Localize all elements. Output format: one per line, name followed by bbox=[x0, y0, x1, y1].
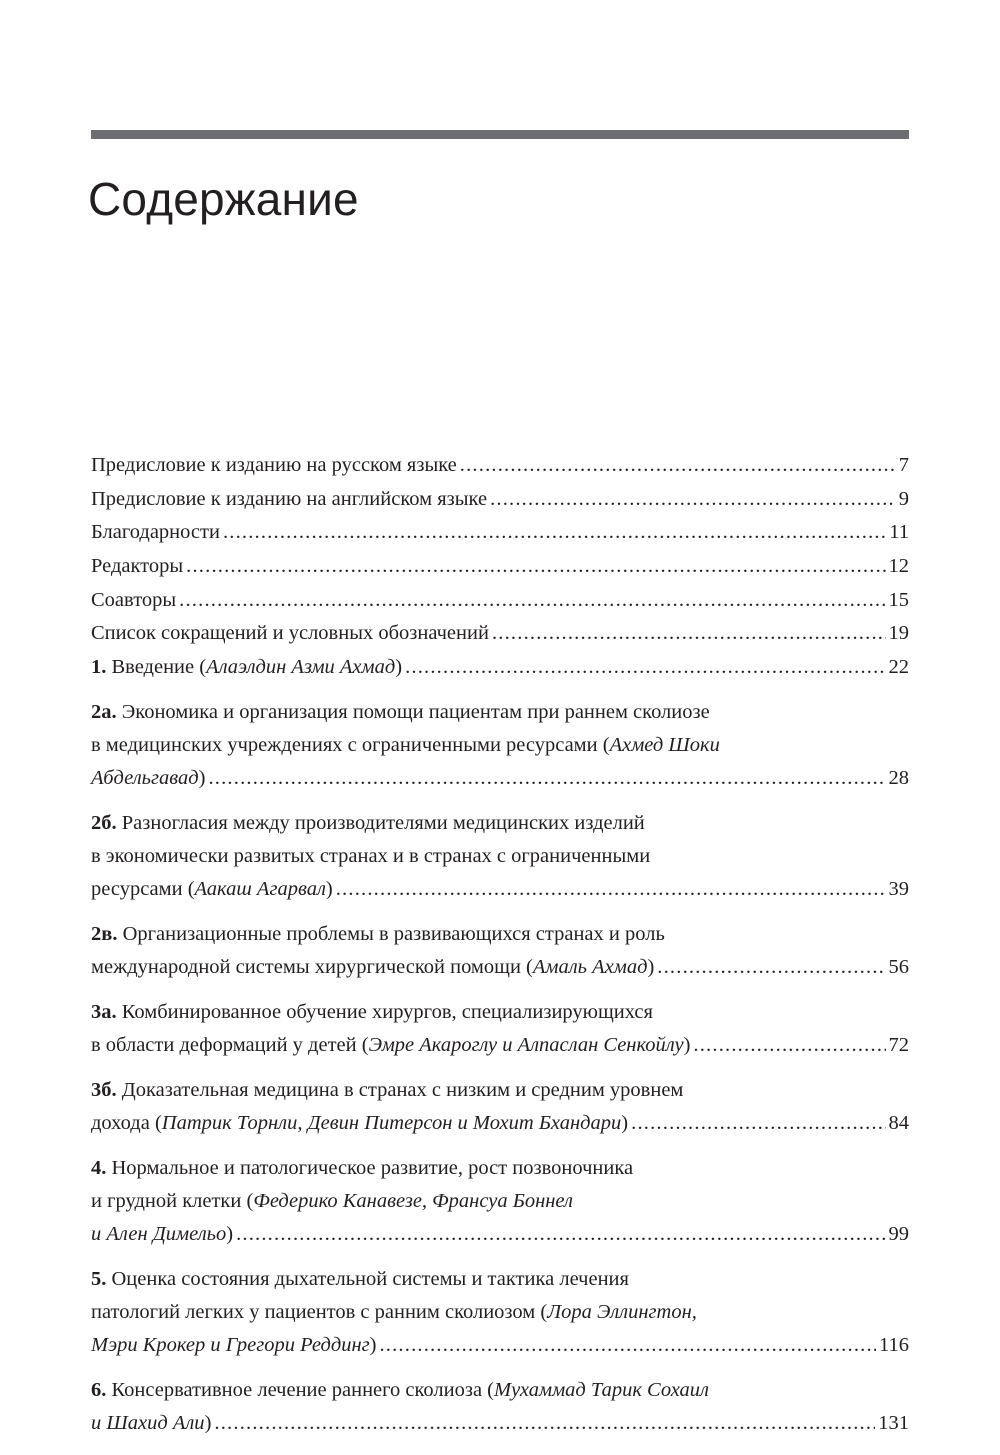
page-number: 19 bbox=[888, 622, 909, 645]
chapter-number: 3а. bbox=[91, 1001, 117, 1024]
page-number: 84 bbox=[888, 1112, 909, 1135]
chapter-author: Амаль Ахмад bbox=[532, 956, 648, 979]
chapter-author: Мэри Крокер и Грегори Реддинг bbox=[91, 1334, 370, 1357]
page-number: 116 bbox=[879, 1334, 909, 1357]
chapter-number: 5. bbox=[91, 1268, 107, 1291]
toc-entry-preface-ru[interactable]: Предисловие к изданию на русском языке ..... 7 bbox=[91, 449, 909, 482]
dot-leader bbox=[208, 762, 885, 795]
page-title: Содержание bbox=[88, 173, 359, 225]
toc-entry-contributors[interactable]: Соавторы ..... 15 bbox=[91, 584, 909, 617]
page-number: 9 bbox=[898, 487, 909, 510]
page-number: 131 bbox=[878, 1412, 909, 1435]
toc-entry-chapter-2a[interactable]: 2а. Экономика и организация помощи пациентам при раннем сколиозе в медицинских учреждениях с ограниченными ресурсами (Ахмед Шоки Абдельгавад) ..... 28 bbox=[91, 696, 909, 795]
dot-leader bbox=[179, 584, 885, 617]
toc-entry-chapter-2c[interactable]: 2в. Организационные проблемы в развивающихся странах и роль международной системы хирургической помощи (Амаль Ахмад) ..... 56 bbox=[91, 918, 909, 984]
chapter-author: Лора Эллингтон, bbox=[547, 1301, 697, 1324]
page-number: 11 bbox=[889, 521, 909, 544]
page-number: 7 bbox=[898, 454, 909, 476]
toc-entry-chapter-4[interactable]: 4. Нормальное и патологическое развитие, рост позвоночника и грудной клетки (Федерико Канавезе, Франсуа Боннел и Ален Димельо) ..... 99 bbox=[91, 1152, 909, 1251]
page-number: 12 bbox=[888, 555, 909, 578]
dot-leader bbox=[214, 1407, 875, 1440]
dot-leader bbox=[631, 1107, 885, 1140]
dot-leader bbox=[492, 617, 886, 650]
dot-leader bbox=[657, 951, 885, 984]
chapter-author: Алаэлдин Азми Ахмад bbox=[206, 656, 396, 679]
chapter-author: и Ален Димельо bbox=[91, 1223, 227, 1246]
chapter-number: 6. bbox=[91, 1379, 107, 1402]
toc-entry-chapter-3b[interactable]: 3б. Доказательная медицина в странах с низким и средним уровнем дохода (Патрик Торнли, Девин Питерсон и Мохит Бхандари) ..... 84 bbox=[91, 1074, 909, 1140]
dot-leader bbox=[236, 1218, 885, 1251]
toc-entry-chapter-5[interactable]: 5. Оценка состояния дыхательной системы и тактика лечения патологий легких у пациентов с ранним сколиозом (Лора Эллингтон, Мэри Крокер и Грегори Реддинг) ..... 116 bbox=[91, 1263, 909, 1362]
page-number: 28 bbox=[888, 767, 909, 790]
chapter-author: Ахмед Шоки bbox=[609, 734, 720, 757]
dot-leader bbox=[490, 483, 896, 516]
chapter-number: 3б. bbox=[91, 1079, 117, 1102]
page-number: 56 bbox=[888, 956, 909, 979]
chapter-number: 4. bbox=[91, 1157, 107, 1180]
chapter-author: Федерико Канавезе, Франсуа Боннел bbox=[253, 1190, 573, 1213]
page-number: 72 bbox=[888, 1034, 909, 1057]
toc-entry-abbreviations[interactable]: Список сокращений и условных обозначений ..... 19 bbox=[91, 617, 909, 650]
chapter-author: и Шахид Али bbox=[91, 1412, 205, 1435]
toc-entry-preface-en[interactable]: Предисловие к изданию на английском языке ..... 9 bbox=[91, 483, 909, 516]
chapter-author: Эмре Акароглу и Алпаслан Сенкойлу bbox=[368, 1034, 684, 1057]
toc-entry-chapter-1[interactable]: 1. Введение (Алаэлдин Азми Ахмад) ..... 22 bbox=[91, 651, 909, 684]
toc-entry-editors[interactable]: Редакторы ..... 12 bbox=[91, 550, 909, 583]
chapter-author: Патрик Торнли, Девин Питерсон и Мохит Бхандари bbox=[161, 1112, 622, 1135]
dot-leader bbox=[379, 1329, 876, 1362]
toc-entry-chapter-2b[interactable]: 2б. Разногласия между производителями медицинских изделий в экономически развитых странах и в странах с ограниченными ресурсами (Аакаш Агарвал) ..... 39 bbox=[91, 807, 909, 906]
chapter-number: 1. bbox=[91, 656, 107, 679]
chapter-number: 2в. bbox=[91, 923, 118, 946]
chapter-author: Абдельгавад bbox=[91, 767, 199, 790]
chapter-author: Аакаш Агарвал bbox=[194, 878, 326, 901]
chapter-number: 2а. bbox=[91, 701, 117, 724]
dot-leader bbox=[186, 550, 885, 583]
page-number: 99 bbox=[888, 1223, 909, 1246]
page-number: 39 bbox=[888, 878, 909, 901]
chapter-author: Мухаммад Тарик Сохаил bbox=[494, 1379, 709, 1402]
page-number: 22 bbox=[888, 656, 909, 679]
page-number: 15 bbox=[888, 588, 909, 611]
table-of-contents bbox=[91, 449, 909, 1440]
header-rule bbox=[91, 130, 909, 139]
dot-leader bbox=[336, 873, 886, 906]
dot-leader bbox=[405, 651, 885, 684]
toc-entry-chapter-6[interactable]: 6. Консервативное лечение раннего сколиоза (Мухаммад Тарик Сохаил и Шахид Али) ..... 131 bbox=[91, 1374, 909, 1440]
toc-entry-acknowledgements[interactable]: Благодарности ..... 11 bbox=[91, 516, 909, 549]
dot-leader bbox=[460, 449, 896, 482]
dot-leader bbox=[693, 1029, 885, 1062]
toc-entry-chapter-3a[interactable]: 3а. Комбинированное обучение хирургов, специализирующихся в области деформаций у детей (Эмре Акароглу и Алпаслан Сенкойлу) ..... 72 bbox=[91, 996, 909, 1062]
dot-leader bbox=[223, 516, 886, 549]
chapter-number: 2б. bbox=[91, 812, 117, 835]
